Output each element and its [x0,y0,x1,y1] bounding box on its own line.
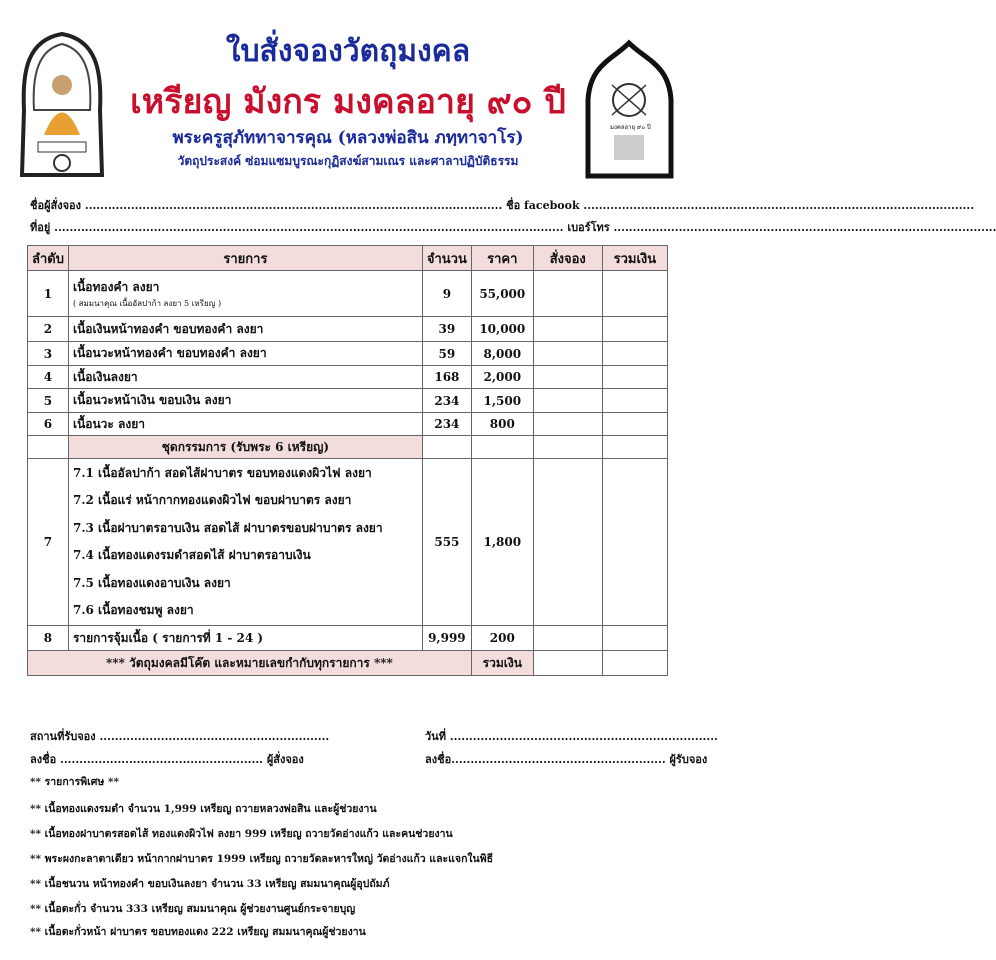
order-qty-input[interactable] [533,366,602,389]
special-note: ** เนื้อชนวน หน้าทองคำ ขอบเงินลงยา จำนวน 33 เหรียญ สมมนาคุณผู้อุปถัมภ์ [30,878,390,890]
table-row: 4 เนื้อเงินลงยา 168 2,000 [28,366,668,389]
monk-name: พระครูสุภัททาจารคุณ (หลวงพ่อสิน ภทฺทาจาโร) [172,128,524,148]
name-field[interactable]: ชื่อผู้สั่งจอง ............................................................................................................. ชื่อ facebook ...................................................................................................... [30,199,975,212]
purpose: วัตถุประสงค์ ซ่อมแซมบูรณะกุฏิสงฆ์สามเณร และศาลาปฏิบัติธรรม [177,154,519,168]
col-header: รวมเงิน [602,246,667,271]
table-header [28,246,668,271]
special-note: ** เนื้อทองแดงรมดำ จำนวน 1,999 เหรียญ ถวายหลวงพ่อสิน และผู้ช่วยงาน [30,803,377,815]
special-note: ** พระผงกะลาตาเดียว หน้ากากฝาบาตร 1999 เหรียญ ถวายวัดละหารใหญ่ วัดอ่างแก้ว และแจกในพิธี [30,853,494,865]
set-item: 7.4 เนื้อทองแดงรมดำสอดไส้ ฝาบาตรอาบเงิน [72,548,311,562]
medal-title: เหรียญ มังกร มงคลอายุ ๙๐ ปี [130,82,566,122]
orderer-sign-field[interactable]: ลงชื่อ ..................................................... ผู้สั่งจอง [30,753,304,766]
col-header: จำนวน [422,246,471,271]
set-header-row: ชุดกรรมการ (รับพระ 6 เหรียญ) [28,436,668,459]
order-qty-input[interactable] [533,317,602,342]
set-item: 7.5 เนื้อทองแดงอาบเงิน ลงยา [72,575,231,590]
set-item: 7.2 เนื้อแร่ หน้ากากทองแดงผิวไฟ ขอบฝาบาตร ลงยา [72,493,352,507]
row-total [602,366,667,389]
receiver-sign-field[interactable]: ลงชื่อ........................................................ ผู้รับจอง [425,753,708,766]
set-item: 7.6 เนื้อทองชมพู ลงยา [72,603,194,617]
place-field[interactable]: สถานที่รับจอง ............................................................ [30,730,330,743]
order-qty-input[interactable] [533,342,602,366]
special-title: ** รายการพิเศษ ** [30,776,119,788]
set-item: 7.1 เนื้ออัลปาก้า สอดไส้ฝาบาตร ขอบทองแดงผิวไฟ ลงยา [72,465,372,480]
address-field[interactable]: ที่อยู่ ..................................................................................................................................... เบอร์โทร .................................................................................................... [30,221,996,234]
col-header: สั่งจอง [533,246,602,271]
col-header: ลำดับ [28,246,69,271]
row-total [602,626,667,651]
date-field[interactable]: วันที่ ...................................................................... [425,730,718,743]
table-row: 7 7.1 เนื้ออัลปาก้า สอดไส้ฝาบาตร ขอบทองแดงผิวไฟ ลงยา 7.2 เนื้อแร่ หน้ากากทองแดงผิวไฟ ขอบฝาบาตร ลงยา 7.3 เนื้อฝาบาตรอาบเงิน สอดไส้ ฝาบาตรขอบฝาบาตร ลงยา 7.4 เนื้อทองแดงรมดำสอดไส้ ฝาบาตรอาบเงิน 7.5 เนื้อทองแดงอาบเงิน ลงยา 7.6 เนื้อทองชมพู ลงยา 555 1,800 [28,459,668,626]
row-total [602,271,667,317]
order-qty-input[interactable] [533,459,602,626]
row-total [602,459,667,626]
table-row: 1 เนื้อทองคำ ลงยา ( สมมนาคุณ เนื้ออัลปาก้า ลงยา 5 เหรียญ ) 9 55,000 [28,271,668,317]
set-item: 7.3 เนื้อฝาบาตรอาบเงิน สอดไส้ ฝาบาตรขอบฝาบาตร ลงยา [72,520,383,535]
table-row: 2 เนื้อเงินหน้าทองคำ ขอบทองคำ ลงยา 39 10,000 [28,317,668,342]
special-note: ** เนื้อตะกั่ว จำนวน 333 เหรียญ สมมนาคุณ ผู้ช่วยงานศูนย์กระจายบุญ [30,903,356,915]
table-row: 5 เนื้อนวะหน้าเงิน ขอบเงิน ลงยา 234 1,500 [28,389,668,413]
table-row: 3 เนื้อนวะหน้าทองคำ ขอบทองคำ ลงยา 59 8,000 [28,342,668,366]
row-total [602,413,667,436]
right-logo-text: มงคลอายุ ๙๐ ปี [610,124,651,131]
special-note: ** เนื้อตะกั่วหน้า ฝาบาตร ขอบทองแดง 222 เหรียญ สมมนาคุณผู้ช่วยงาน [30,926,366,938]
footer-row: *** วัตถุมงคลมีโค๊ต และหมายเลขกำกับทุกรายการ *** รวมเงิน [28,651,668,676]
table-row: 6 เนื้อนวะ ลงยา 234 800 [28,413,668,436]
row-total [602,317,667,342]
row-total [602,342,667,366]
row-total [602,389,667,413]
order-table [27,245,668,676]
order-qty-input[interactable] [533,271,602,317]
col-header: รายการ [68,246,422,271]
grand-total [602,651,667,676]
form-title: ใบสั่งจองวัตถุมงคล [225,34,471,69]
order-qty-input[interactable] [533,389,602,413]
table-row: 8 รายการจุ้มเนื้อ ( รายการที่ 1 - 24 ) 9,999 200 [28,626,668,651]
order-qty-input[interactable] [533,413,602,436]
order-qty-input[interactable] [533,626,602,651]
special-note: ** เนื้อทองฝาบาตรสอดไส้ ทองแดงผิวไฟ ลงยา 999 เหรียญ ถวายวัดอ่างแก้ว และคนช่วยงาน [30,828,453,840]
grand-total-qty[interactable] [533,651,602,676]
col-header: ราคา [471,246,533,271]
